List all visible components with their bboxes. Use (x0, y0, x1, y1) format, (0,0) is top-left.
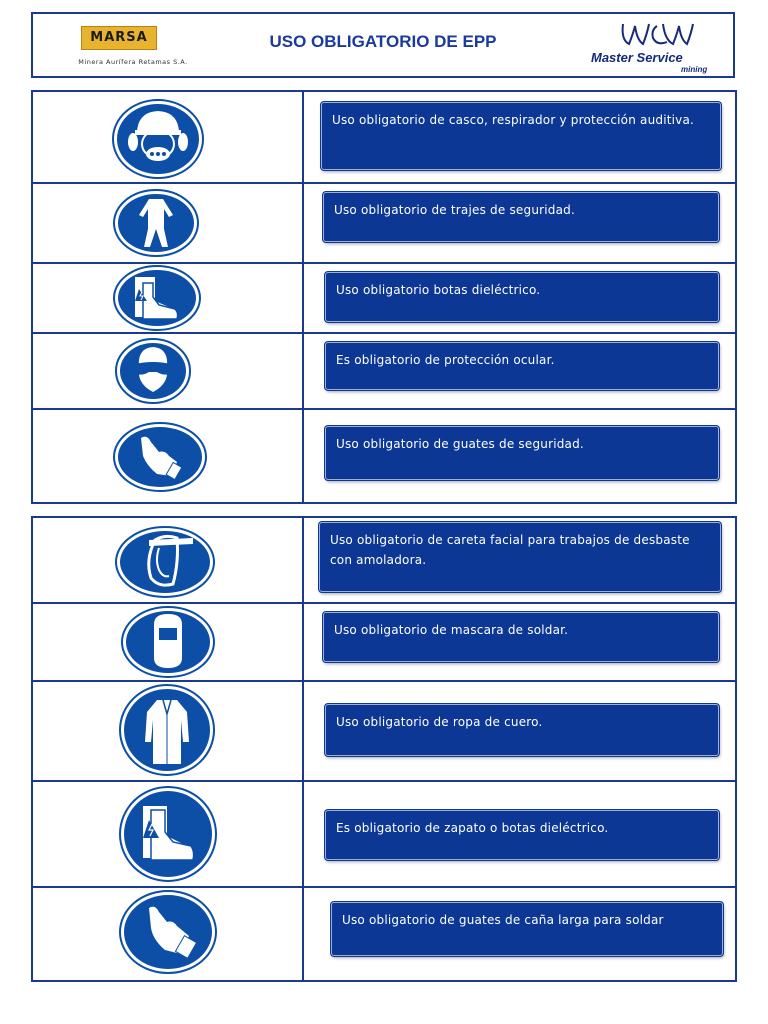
dielectric-boots-icon (113, 265, 201, 331)
welding-mask-icon (121, 606, 215, 678)
safety-suit-icon (113, 189, 199, 257)
column-divider (302, 518, 304, 980)
epp-label: Uso obligatorio de ropa de cuero. (325, 704, 719, 756)
epp-label: Uso obligatorio de trajes de seguridad. (323, 192, 719, 242)
master-service-emblem-icon (617, 20, 697, 50)
master-service-logo (587, 20, 727, 76)
page-title: USO OBLIGATORIO DE EPP (269, 32, 497, 51)
epp-label: Uso obligatorio de guates de caña larga para soldar (331, 902, 723, 956)
eye-protection-icon (115, 338, 191, 404)
row-divider (33, 408, 735, 410)
marsa-logo-mark: MARSA (81, 26, 157, 50)
epp-label: Uso obligatorio botas dieléctrico. (325, 272, 719, 322)
row-divider (33, 182, 735, 184)
epp-label: Es obligatorio de protección ocular. (325, 342, 719, 390)
epp-label: Uso obligatorio de guates de seguridad. (325, 426, 719, 480)
epp-label: Uso obligatorio de casco, respirador y protección auditiva. (321, 102, 721, 170)
section-2-table (31, 516, 737, 982)
epp-label: Es obligatorio de zapato o botas dieléctrico. (325, 810, 719, 860)
long-gloves-icon (119, 890, 217, 974)
safety-gloves-icon (113, 422, 207, 492)
face-shield-icon (115, 526, 215, 598)
dielectric-boots-icon (119, 786, 217, 882)
master-service-subtitle: mining (681, 65, 708, 74)
document-header (31, 12, 735, 78)
row-divider (33, 780, 735, 782)
column-divider (302, 92, 304, 502)
master-service-name: Master Service (591, 50, 683, 65)
row-divider (33, 602, 735, 604)
marsa-logo-subtitle: Minera Aurífera Retamas S.A. (78, 58, 188, 66)
epp-label: Uso obligatorio de mascara de soldar. (323, 612, 719, 662)
marsa-logo (63, 22, 203, 72)
row-divider (33, 262, 735, 264)
section-1-table (31, 90, 737, 504)
leather-coat-icon (119, 684, 215, 776)
row-divider (33, 332, 735, 334)
epp-label: Uso obligatorio de careta facial para trabajos de desbaste con amoladora. (319, 522, 721, 592)
row-divider (33, 680, 735, 682)
row-divider (33, 886, 735, 888)
helmet-respirator-ear-protection-icon (111, 98, 205, 180)
